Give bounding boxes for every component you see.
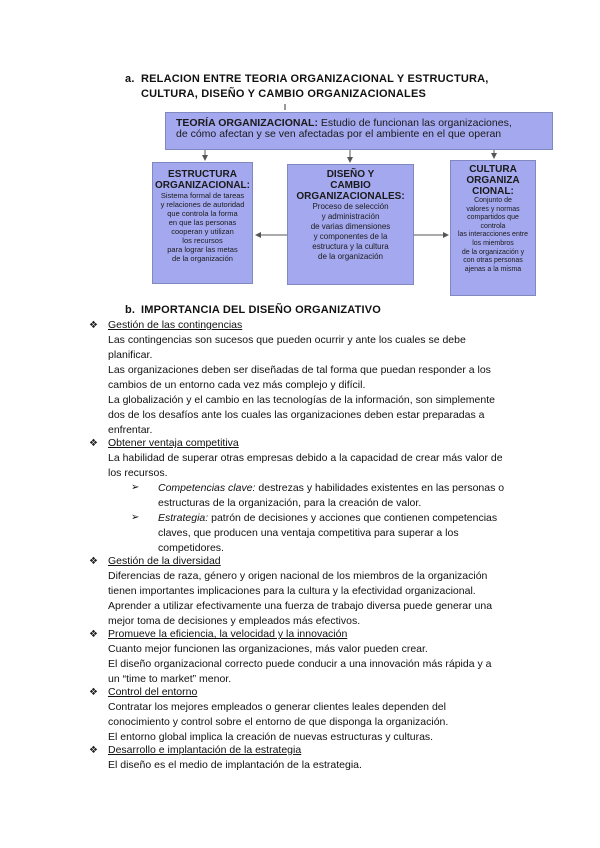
diseno-desc-1: Proceso de selección bbox=[312, 202, 389, 211]
cultura-title-2: ORGANIZA bbox=[466, 175, 520, 186]
item-5-line-2: conocimiento y control sobre el entorno de que disponga la organización. bbox=[108, 716, 449, 728]
cultura-desc-3: compartidos que bbox=[467, 214, 519, 222]
diagram-box-estructura bbox=[152, 162, 253, 284]
diseno-desc-4: y componentes de la bbox=[313, 232, 388, 241]
diagram-box-diseno bbox=[287, 164, 414, 285]
diseno-title-1: DISEÑO Y bbox=[326, 169, 375, 180]
diseno-desc-6: de la organización bbox=[318, 252, 383, 261]
section-a-marker: a. bbox=[125, 73, 135, 85]
section-a-heading bbox=[125, 73, 489, 85]
item-4-line-1: Cuanto mejor funcionen las organizaciones, más valor pueden crear. bbox=[108, 643, 428, 655]
item-1-line-3: Las organizaciones deben ser diseñadas de tal forma que puedan responder a los bbox=[108, 364, 491, 376]
section-b-title: IMPORTANCIA DEL DISEÑO ORGANIZATIVO bbox=[141, 304, 382, 316]
estructura-desc-6: los recursos bbox=[182, 236, 223, 245]
estructura-desc-4: en que las personas bbox=[168, 218, 237, 227]
cultura-desc-8: con otras personas bbox=[463, 257, 523, 265]
arrow-bullet-icon: ➢ bbox=[131, 512, 140, 523]
bullet-icon: ❖ bbox=[89, 438, 98, 449]
sub-2-text-1: patrón de decisiones y acciones que contienen competencias bbox=[208, 512, 498, 524]
item-3-line-2: tienen importantes implicaciones para la cultura y la efectividad organizacional. bbox=[108, 585, 476, 597]
cultura-desc-9: ajenas a la misma bbox=[464, 265, 522, 273]
section-a-title-line1: RELACION ENTRE TEORIA ORGANIZACIONAL Y ESTRUCTURA, bbox=[141, 73, 489, 85]
item-4-line-2: El diseño organizacional correcto puede conducir a una innovación más rápida y a bbox=[108, 658, 492, 670]
bullet-icon: ❖ bbox=[89, 629, 98, 640]
item-2-line-1: La habilidad de superar otras empresas debido a la capacidad de crear más valor de bbox=[108, 452, 503, 464]
item-2-line-2: los recursos. bbox=[108, 467, 168, 479]
diseno-desc-5: estructura y la cultura bbox=[312, 242, 389, 251]
diseno-desc-2: y administración bbox=[321, 212, 380, 221]
section-b-marker: b. bbox=[125, 304, 136, 316]
sub-2-line-2: claves, que producen una ventaja competitiva para superar a los bbox=[158, 527, 459, 539]
estructura-desc-8: de la organización bbox=[172, 254, 233, 263]
item-2-title: Obtener ventaja competitiva bbox=[108, 437, 239, 449]
cultura-desc-7: de la organización y bbox=[461, 248, 525, 256]
item-1-line-2: planificar. bbox=[108, 349, 153, 361]
item-6-title: Desarrollo e implantación de la estrategia bbox=[108, 744, 302, 756]
item-1-line-7: enfrentar. bbox=[108, 424, 153, 436]
item-4-title: Promueve la eficiencia, la velocidad y la innovación bbox=[108, 628, 348, 640]
item-1-title: Gestión de las contingencias bbox=[108, 319, 243, 331]
estructura-title-2: ORGANIZACIONAL: bbox=[155, 180, 250, 191]
item-1-line-1: Las contingencias son sucesos que pueden ocurrir y ante los cuales se debe bbox=[108, 334, 466, 346]
sub-2-line-3: competidores. bbox=[158, 542, 224, 554]
cultura-desc-4: controla bbox=[480, 222, 506, 230]
item-3-line-3: Aprender a utilizar efectivamente una fuerza de trabajo diversa puede generar una bbox=[108, 600, 493, 612]
section-a-heading-line2 bbox=[141, 88, 426, 100]
item-5-line-3: El entorno global implica la creación de nuevas estructuras y culturas. bbox=[108, 731, 434, 743]
diseno-desc-3: de varias dimensiones bbox=[310, 222, 391, 231]
item-1-line-4: cambios de un entorno cada vez más complejo y difícil. bbox=[108, 379, 366, 391]
estructura-desc-1: Sistema formal de tareas bbox=[160, 191, 245, 200]
bullet-icon: ❖ bbox=[89, 320, 98, 331]
estructura-desc-7: para lograr las metas bbox=[167, 245, 238, 254]
teoria-line1: Estudio de funcionan las organizaciones, bbox=[320, 117, 512, 129]
diseno-title-3: ORGANIZACIONALES: bbox=[296, 191, 405, 202]
bullet-icon: ❖ bbox=[89, 745, 98, 756]
item-3-title: Gestión de la diversidad bbox=[108, 555, 221, 567]
cultura-desc-2: valores y normas bbox=[466, 205, 520, 213]
item-3-line-4: mejor toma de decisiones y empleados más efectivos. bbox=[108, 615, 361, 627]
sub-2-line-1 bbox=[158, 511, 497, 526]
estructura-desc-2: y relaciones de autoridad bbox=[160, 200, 245, 209]
cultura-desc-1: Conjunto de bbox=[474, 197, 512, 204]
item-4-line-3: un “time to market” menor. bbox=[108, 673, 232, 685]
cultura-title-1: CULTURA bbox=[469, 164, 517, 175]
item-1-line-5: La globalización y el cambio en las tecnologías de la información, son simplemente bbox=[108, 394, 495, 406]
cultura-desc-5: las interacciones entre bbox=[457, 231, 529, 239]
item-5-line-1: Contratar los mejores empleados o generar clientes leales dependen del bbox=[108, 701, 446, 713]
sub-1-line-1 bbox=[158, 481, 504, 496]
estructura-title-1: ESTRUCTURA bbox=[168, 169, 237, 180]
cultura-desc-6: los miembros bbox=[472, 239, 514, 247]
item-3-line-1: Diferencias de raza, género y origen nacional de los miembros de la organización bbox=[108, 570, 488, 582]
sub-1-text-1: destrezas y habilidades existentes en las personas o bbox=[255, 482, 505, 494]
estructura-desc-3: que controla la forma bbox=[167, 209, 238, 218]
estructura-desc-5: cooperan y utilizan bbox=[171, 227, 234, 236]
item-5-title: Control del entorno bbox=[108, 686, 198, 698]
sub-1-line-2: estructuras de la organización, para la creación de valor. bbox=[158, 497, 422, 509]
sub-2-term: Estrategia: bbox=[158, 512, 209, 524]
teoria-line2: de cómo afectan y se ven afectadas por el ambiente en el que operan bbox=[176, 128, 502, 140]
item-1-line-6: dos de los desafíos ante los cuales las organizaciones deben estar preparadas a bbox=[108, 409, 485, 421]
diseno-title-2: CAMBIO bbox=[330, 180, 371, 191]
section-b-heading bbox=[125, 304, 381, 316]
cultura-title-3: CIONAL: bbox=[472, 186, 514, 197]
diagram-box-teoria bbox=[165, 112, 553, 150]
bullet-icon: ❖ bbox=[89, 687, 98, 698]
diagram-box-cultura bbox=[450, 160, 536, 296]
bullet-icon: ❖ bbox=[89, 556, 98, 567]
arrow-bullet-icon: ➢ bbox=[131, 482, 140, 493]
item-6-line-1: El diseño es el medio de implantación de la estrategia. bbox=[108, 759, 362, 771]
section-a-title-line2: CULTURA, DISEÑO Y CAMBIO ORGANIZACIONALES bbox=[141, 88, 427, 100]
teoria-label: TEORÍA ORGANIZACIONAL: bbox=[176, 117, 318, 129]
sub-1-term: Competencias clave: bbox=[158, 482, 256, 494]
